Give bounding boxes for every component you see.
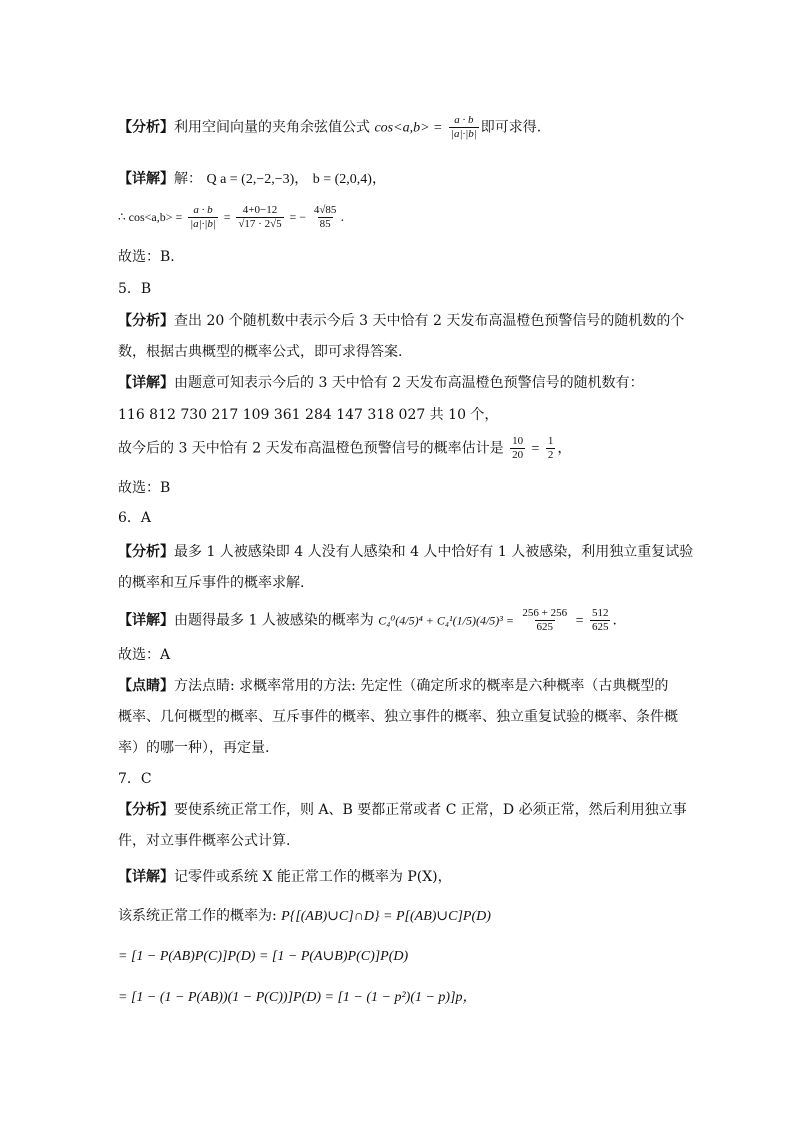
analysis-tag: 【分析】 [118, 313, 174, 329]
q6-tip-line-3: 率）的哪一种），再定量. [118, 740, 270, 756]
q6-tip-line-2: 概率、几何概型的概率、互斥事件的概率、独立事件的概率、独立重复试验的概率、条件概 [118, 709, 678, 725]
analysis-text: 查出 20 个随机数中表示今后 3 天中恰有 2 天发布高温橙色预警信号的随机数的个 [174, 313, 685, 329]
detail-text: 解： [174, 171, 202, 187]
q7-eq-line-3: = [1 − (1 − P(AB))(1 − P(C))]P(D) = [1 − (1 − p²)(1 − p)]p， [118, 990, 477, 1005]
q5-conclusion-line [118, 436, 571, 461]
q6-tip-line-1 [118, 675, 668, 697]
analysis-text: 要使系统正常工作，则 A、B 要都正常或者 C 正常，D 必须正常，然后利用独立事 [174, 802, 687, 818]
detail-tag: 【详解】 [118, 171, 174, 187]
detail-tag: 【详解】 [118, 375, 174, 391]
q7-eq-line-2: = [1 − P(AB)P(C)]P(D) = [1 − P(A∪B)P(C)]P(D) [118, 949, 409, 964]
q7-detail-line [118, 866, 452, 888]
equals: = [575, 613, 584, 629]
cosine-fraction: $\frac{a \cdot b}{|a|\cdot|b|}$ [450, 114, 477, 140]
tip-tag: 【点睛】 [118, 678, 174, 694]
q5-choice: 故选：B [118, 480, 171, 496]
detail-tag: 【详解】 [118, 612, 174, 629]
conclusion-tail: ， [557, 440, 572, 457]
q7-analysis-line-2: 件，对立事件概率公式计算. [118, 833, 291, 849]
analysis-tag: 【分析】 [118, 802, 174, 818]
detail-frac-2: $\frac{512}{625}$ [591, 607, 609, 633]
conclusion-text: 故今后的 3 天中恰有 2 天发布高温橙色预警信号的概率估计是 [118, 440, 504, 457]
calc-frac-3: $\frac{4√85}{85}$ [313, 204, 337, 230]
eq-text: 该系统正常工作的概率为: [118, 908, 277, 924]
probability-formula-1: P{[(AB)∪C]∩D} = P[(AB)∪C]P(D) [281, 909, 491, 924]
q5-detail-line-1 [118, 372, 644, 394]
equals: = [531, 441, 540, 457]
detail-tag: 【详解】 [118, 869, 174, 885]
conclusion-frac-1: $\frac{10}{20}$ [512, 435, 524, 461]
q5-analysis-line-1 [118, 310, 684, 332]
equals: = [223, 210, 231, 224]
q6-detail-line [118, 608, 617, 633]
q6-analysis-line-1 [118, 541, 693, 563]
vector-b: b = (2,0,4)， [312, 172, 386, 187]
analysis-text: 最多 1 人被感染即 4 人没有人感染和 4 人中恰好有 1 人被感染，利用独立重复试验 [174, 544, 694, 560]
q6-choice: 故选：A [118, 647, 171, 663]
tip-text: 方法点睛: 求概率常用的方法: 先定性（确定所求的概率是六种概率（古典概型的 [174, 678, 669, 694]
conclusion-frac-2: $\frac{1}{2}$ [547, 435, 554, 461]
q7-analysis-line-1 [118, 799, 687, 821]
q5-numbers-line: 116 812 730 217 109 361 284 147 318 027 共 10 个， [118, 407, 499, 423]
calc-frac-1: $\frac{a \cdot b}{|a|\cdot|b|}$ [190, 204, 216, 230]
analysis-tail: 即可求得. [480, 119, 542, 136]
analysis-tag: 【分析】 [118, 119, 174, 136]
equals-minus: = − [289, 210, 307, 224]
calc-frac-2: $\frac{4+0-12}{√17 \cdot 2√5}$ [238, 204, 282, 230]
cosine-formula: cos<a,b> = [374, 120, 443, 136]
q7-eq-line-1 [118, 905, 491, 928]
q6-number: 6．A [118, 510, 152, 526]
vector-a: Q a = (2,−2,−3)， [206, 172, 309, 187]
q5-number: 5．B [118, 281, 152, 297]
q4-calc-line [118, 205, 344, 230]
q5-analysis-line-2: 数，根据古典概型的概率公式，即可求得答案. [118, 344, 403, 360]
detail-tail: . [612, 612, 617, 629]
q6-analysis-line-2: 的概率和互斥事件的概率求解. [118, 575, 305, 591]
q4-detail-line [118, 168, 386, 191]
q4-choice: 故选：B. [118, 249, 175, 265]
detail-text: 由题意可知表示今后的 3 天中恰有 2 天发布高温橙色预警信号的随机数有： [174, 375, 644, 391]
q7-number: 7．C [118, 771, 152, 787]
detail-frac-1: $\frac{256 + 256}{625}$ [522, 607, 568, 633]
calc-prefix: ∴ cos<a,b> = [118, 210, 183, 224]
detail-text: 记零件或系统 X 能正常工作的概率为 P(X)， [174, 869, 452, 885]
analysis-tag: 【分析】 [118, 544, 174, 560]
binomial-formula: C₄⁰(4/5)⁴ + C₄¹(1/5)(4/5)³ = [378, 613, 514, 628]
q4-analysis-line [118, 115, 541, 140]
analysis-text: 利用空间向量的夹角余弦值公式 [174, 119, 370, 136]
calc-tail: . [340, 210, 345, 224]
detail-text: 由题得最多 1 人被感染的概率为 [174, 612, 374, 629]
